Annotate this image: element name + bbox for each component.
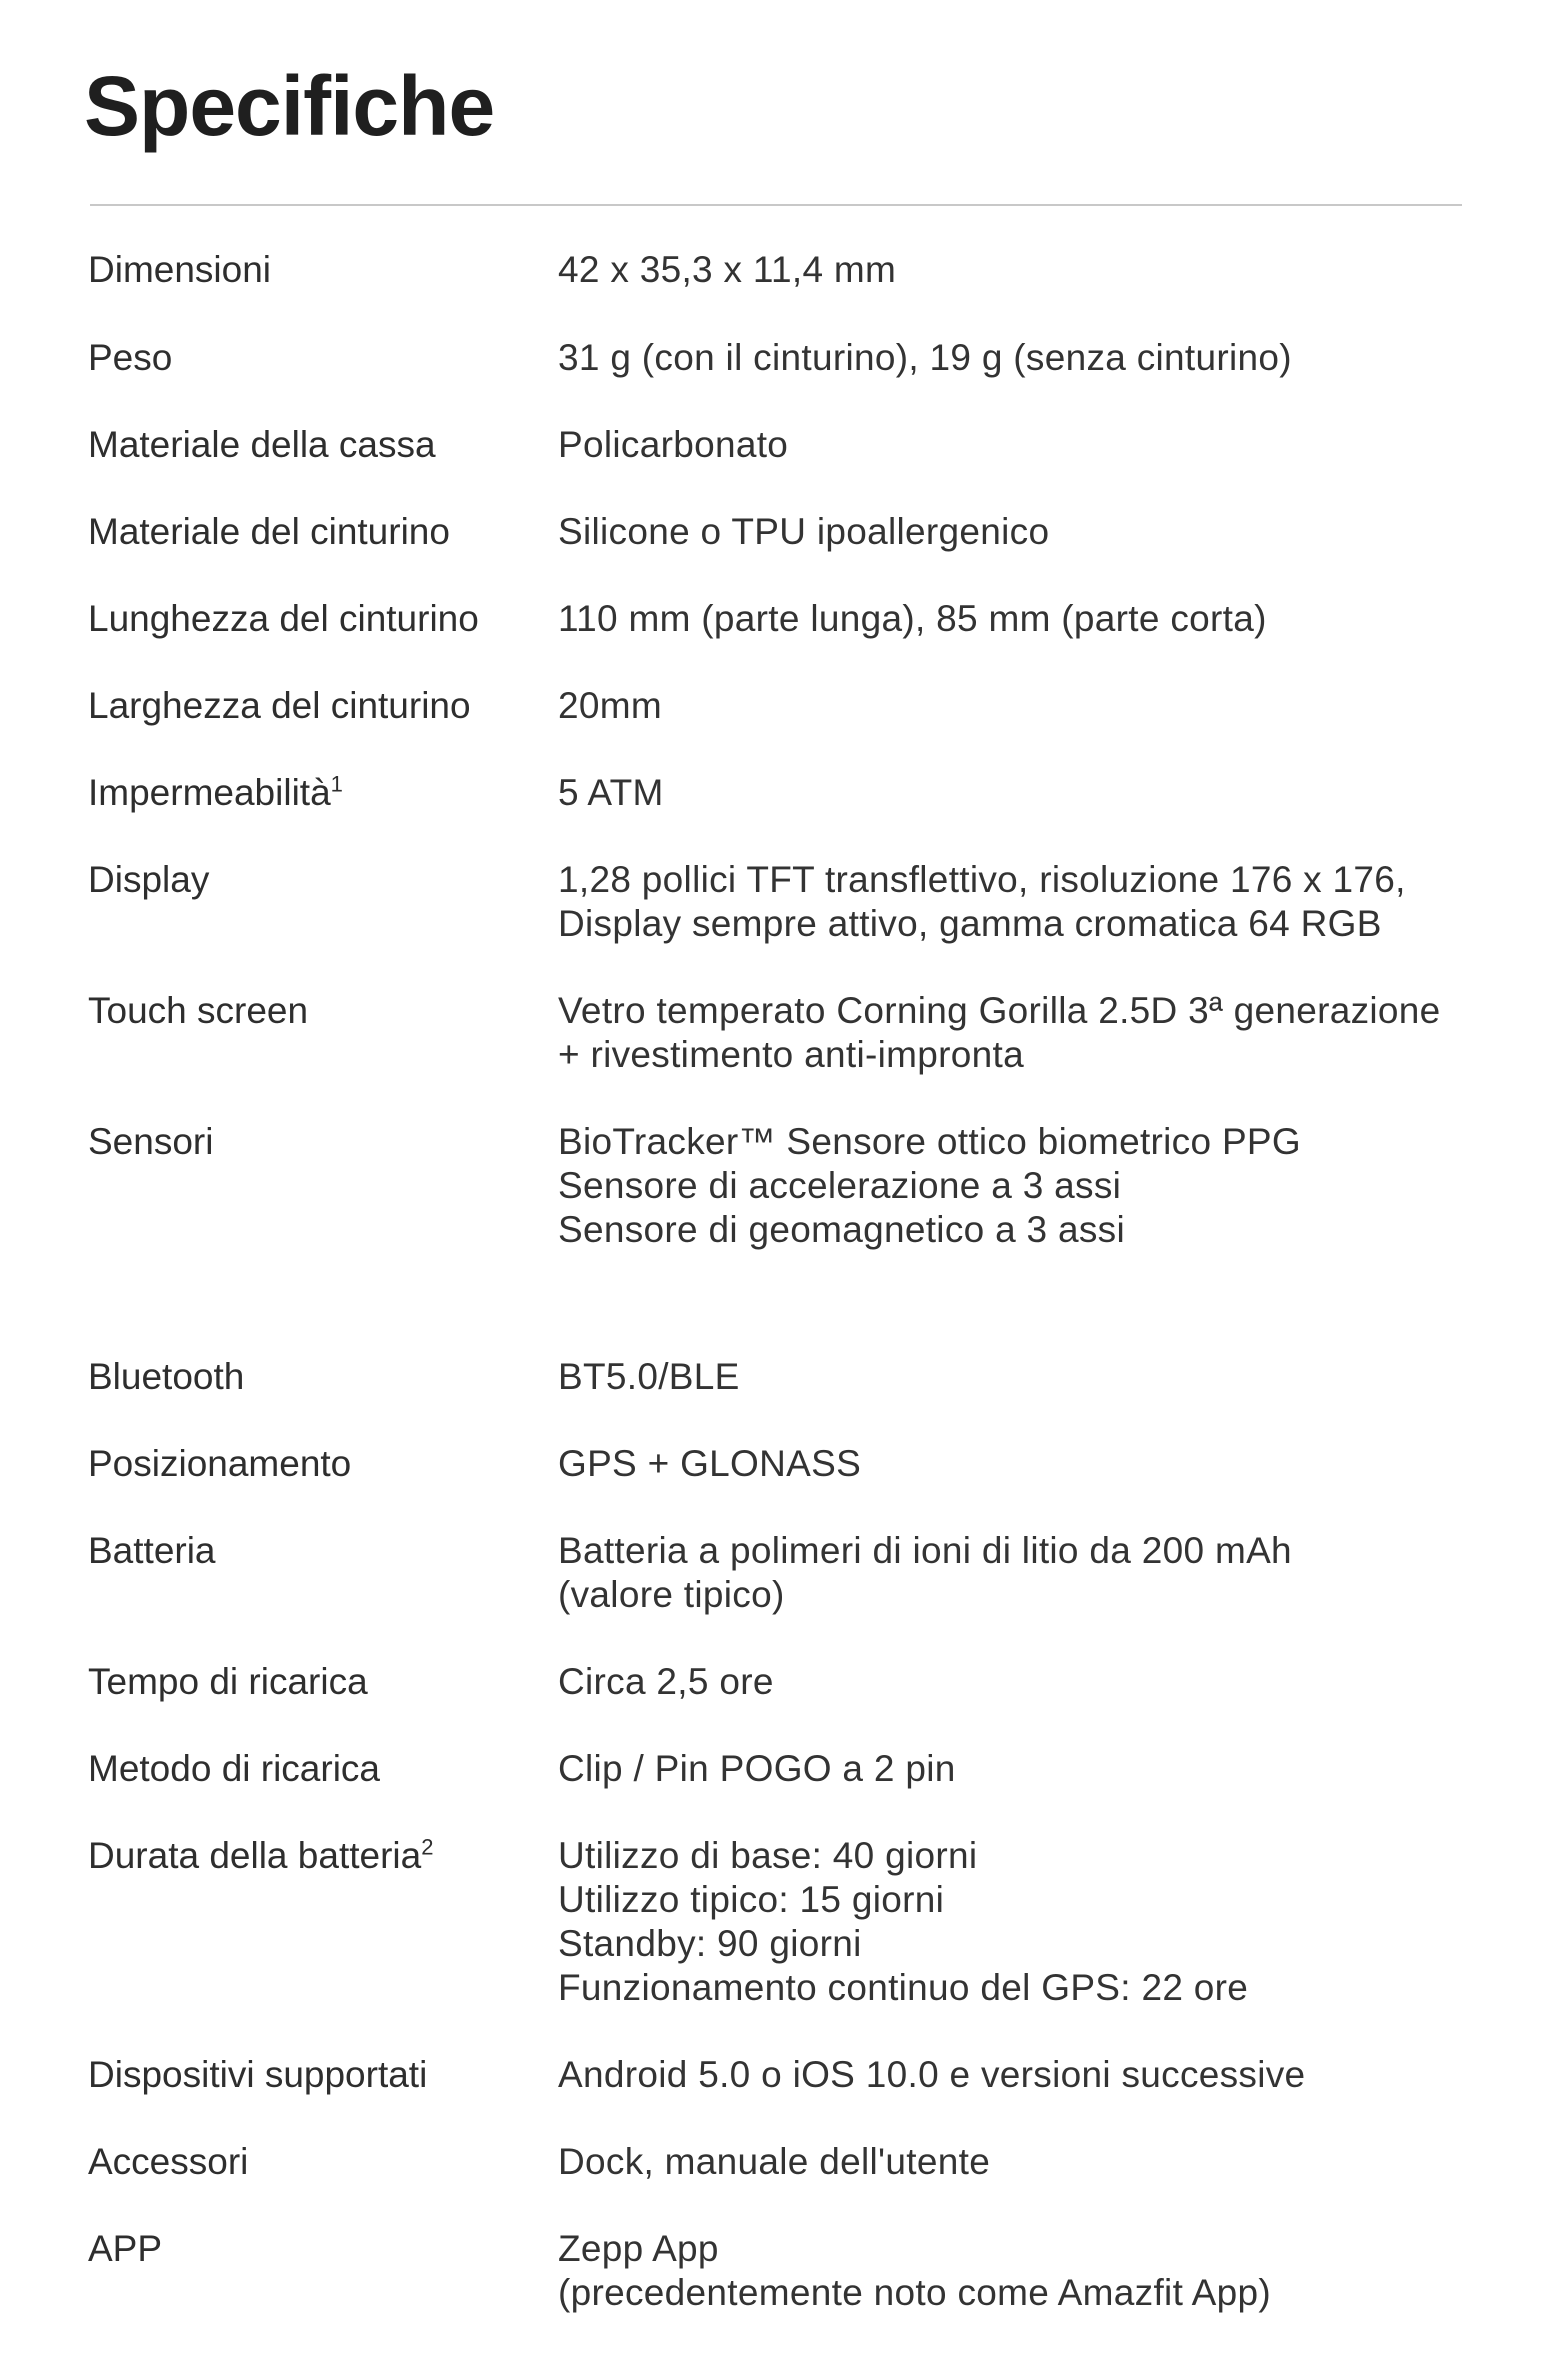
spec-value xyxy=(558,2227,1528,2315)
spec-value-line: + rivestimento anti-impronta xyxy=(558,1034,1024,1075)
spec-label-text: Accessori xyxy=(88,2141,249,2182)
spec-label xyxy=(88,248,558,292)
spec-value-line: 31 g (con il cinturino), 19 g (senza cinturino) xyxy=(558,337,1292,378)
spec-value-line: (precedentemente noto come Amazfit App) xyxy=(558,2272,1272,2313)
spec-value xyxy=(558,597,1528,641)
spec-value xyxy=(558,510,1528,554)
spec-value xyxy=(558,1529,1528,1617)
spec-value-line: Policarbonato xyxy=(558,424,789,465)
spec-label-text: Materiale della cassa xyxy=(88,424,436,465)
spec-value-line: BioTracker™ Sensore ottico biometrico PPG xyxy=(558,1121,1301,1162)
spec-label-text: Durata della batteria xyxy=(88,1835,422,1876)
spec-value xyxy=(558,1660,1528,1704)
spec-row xyxy=(88,989,1528,1077)
spec-label xyxy=(88,1834,558,1878)
spec-label-text: Batteria xyxy=(88,1530,216,1571)
spec-label xyxy=(88,1747,558,1791)
spec-value-line: Sensore di geomagnetico a 3 assi xyxy=(558,1209,1126,1250)
spec-value-line: (valore tipico) xyxy=(558,1574,785,1615)
spec-value-line: Zepp App xyxy=(558,2228,719,2269)
spec-row xyxy=(88,771,1528,815)
spec-value-line: 20mm xyxy=(558,685,662,726)
spec-value xyxy=(558,858,1528,946)
spec-label xyxy=(88,597,558,641)
spec-value-line: Utilizzo di base: 40 giorni xyxy=(558,1835,978,1876)
page-title: Specifiche xyxy=(84,59,495,153)
spec-label-text: Metodo di ricarica xyxy=(88,1748,381,1789)
spec-value-line: BT5.0/BLE xyxy=(558,1356,740,1397)
spec-label-text: APP xyxy=(88,2228,163,2269)
spec-table xyxy=(88,248,1528,2315)
spec-value xyxy=(558,1747,1528,1791)
spec-value xyxy=(558,1355,1528,1399)
spec-row xyxy=(88,2053,1528,2097)
spec-label-text: Dimensioni xyxy=(88,249,272,290)
spec-row xyxy=(88,1834,1528,2010)
spec-label-text: Touch screen xyxy=(88,990,309,1031)
footnote-marker: 1 xyxy=(330,771,343,797)
spec-value-line: Utilizzo tipico: 15 giorni xyxy=(558,1879,945,1920)
spec-row xyxy=(88,1529,1528,1617)
spec-row xyxy=(88,2227,1528,2315)
spec-row xyxy=(88,423,1528,467)
spec-value-line: Batteria a polimeri di ioni di litio da 200 mAh xyxy=(558,1530,1292,1571)
spec-value-line: Sensore di accelerazione a 3 assi xyxy=(558,1165,1122,1206)
spec-value xyxy=(558,1120,1528,1252)
spec-label xyxy=(88,684,558,728)
spec-value xyxy=(558,1834,1528,2010)
spec-row xyxy=(88,1747,1528,1791)
spec-label xyxy=(88,1120,558,1164)
spec-label-text: Display xyxy=(88,859,210,900)
spec-label xyxy=(88,336,558,380)
spec-label xyxy=(88,2227,558,2271)
spec-row xyxy=(88,858,1528,946)
spec-label-text: Materiale del cinturino xyxy=(88,511,450,552)
spec-value xyxy=(558,423,1528,467)
spec-label-text: Peso xyxy=(88,337,173,378)
spec-label xyxy=(88,1355,558,1399)
spec-label xyxy=(88,989,558,1033)
spec-row xyxy=(88,597,1528,641)
spec-value-line: 1,28 pollici TFT transflettivo, risoluzione 176 x 176, xyxy=(558,859,1406,900)
spec-row xyxy=(88,1442,1528,1486)
spec-value-line: 5 ATM xyxy=(558,772,664,813)
spec-label xyxy=(88,1529,558,1573)
spec-value xyxy=(558,684,1528,728)
spec-value xyxy=(558,2140,1528,2184)
spec-label-text: Tempo di ricarica xyxy=(88,1661,368,1702)
spec-value-line: Dock, manuale dell'utente xyxy=(558,2141,991,2182)
spec-label xyxy=(88,858,558,902)
spec-value xyxy=(558,989,1528,1077)
spec-value-line: GPS + GLONASS xyxy=(558,1443,862,1484)
spec-label-text: Dispositivi supportati xyxy=(88,2054,428,2095)
spec-label xyxy=(88,2140,558,2184)
spec-label xyxy=(88,771,558,815)
spec-label xyxy=(88,1660,558,1704)
spec-row xyxy=(88,1660,1528,1704)
spec-row xyxy=(88,684,1528,728)
spec-label xyxy=(88,1442,558,1486)
spec-row xyxy=(88,2140,1528,2184)
spec-row xyxy=(88,1120,1528,1252)
spec-value-line: Display sempre attivo, gamma cromatica 64 RGB xyxy=(558,903,1382,944)
spec-label xyxy=(88,510,558,554)
spec-row xyxy=(88,1355,1528,1399)
spec-value xyxy=(558,336,1528,380)
spec-value-line: Standby: 90 giorni xyxy=(558,1923,862,1964)
spec-value-line: Silicone o TPU ipoallergenico xyxy=(558,511,1050,552)
spec-value-line: 110 mm (parte lunga), 85 mm (parte corta) xyxy=(558,598,1267,639)
footnote-marker: 2 xyxy=(421,1834,434,1860)
spec-label-text: Larghezza del cinturino xyxy=(88,685,471,726)
spec-label-text: Impermeabilità xyxy=(88,772,331,813)
spec-value-line: Clip / Pin POGO a 2 pin xyxy=(558,1748,956,1789)
spec-label-text: Bluetooth xyxy=(88,1356,245,1397)
spec-value-line: Funzionamento continuo del GPS: 22 ore xyxy=(558,1967,1249,2008)
spec-label xyxy=(88,2053,558,2097)
spec-value xyxy=(558,1442,1528,1486)
spec-row xyxy=(88,248,1528,292)
spec-row xyxy=(88,510,1528,554)
spec-value-line: Vetro temperato Corning Gorilla 2.5D 3ª generazione xyxy=(558,990,1441,1031)
spec-row xyxy=(88,336,1528,380)
spec-value xyxy=(558,2053,1528,2097)
spec-value-line: Circa 2,5 ore xyxy=(558,1661,774,1702)
spec-label-text: Lunghezza del cinturino xyxy=(88,598,479,639)
spec-label-text: Sensori xyxy=(88,1121,214,1162)
spec-value-line: Android 5.0 o iOS 10.0 e versioni successive xyxy=(558,2054,1306,2095)
title-divider xyxy=(90,204,1462,206)
spec-label-text: Posizionamento xyxy=(88,1443,352,1484)
spec-value xyxy=(558,771,1528,815)
spec-value xyxy=(558,248,1528,292)
spec-label xyxy=(88,423,558,467)
spec-value-line: 42 x 35,3 x 11,4 mm xyxy=(558,249,897,290)
